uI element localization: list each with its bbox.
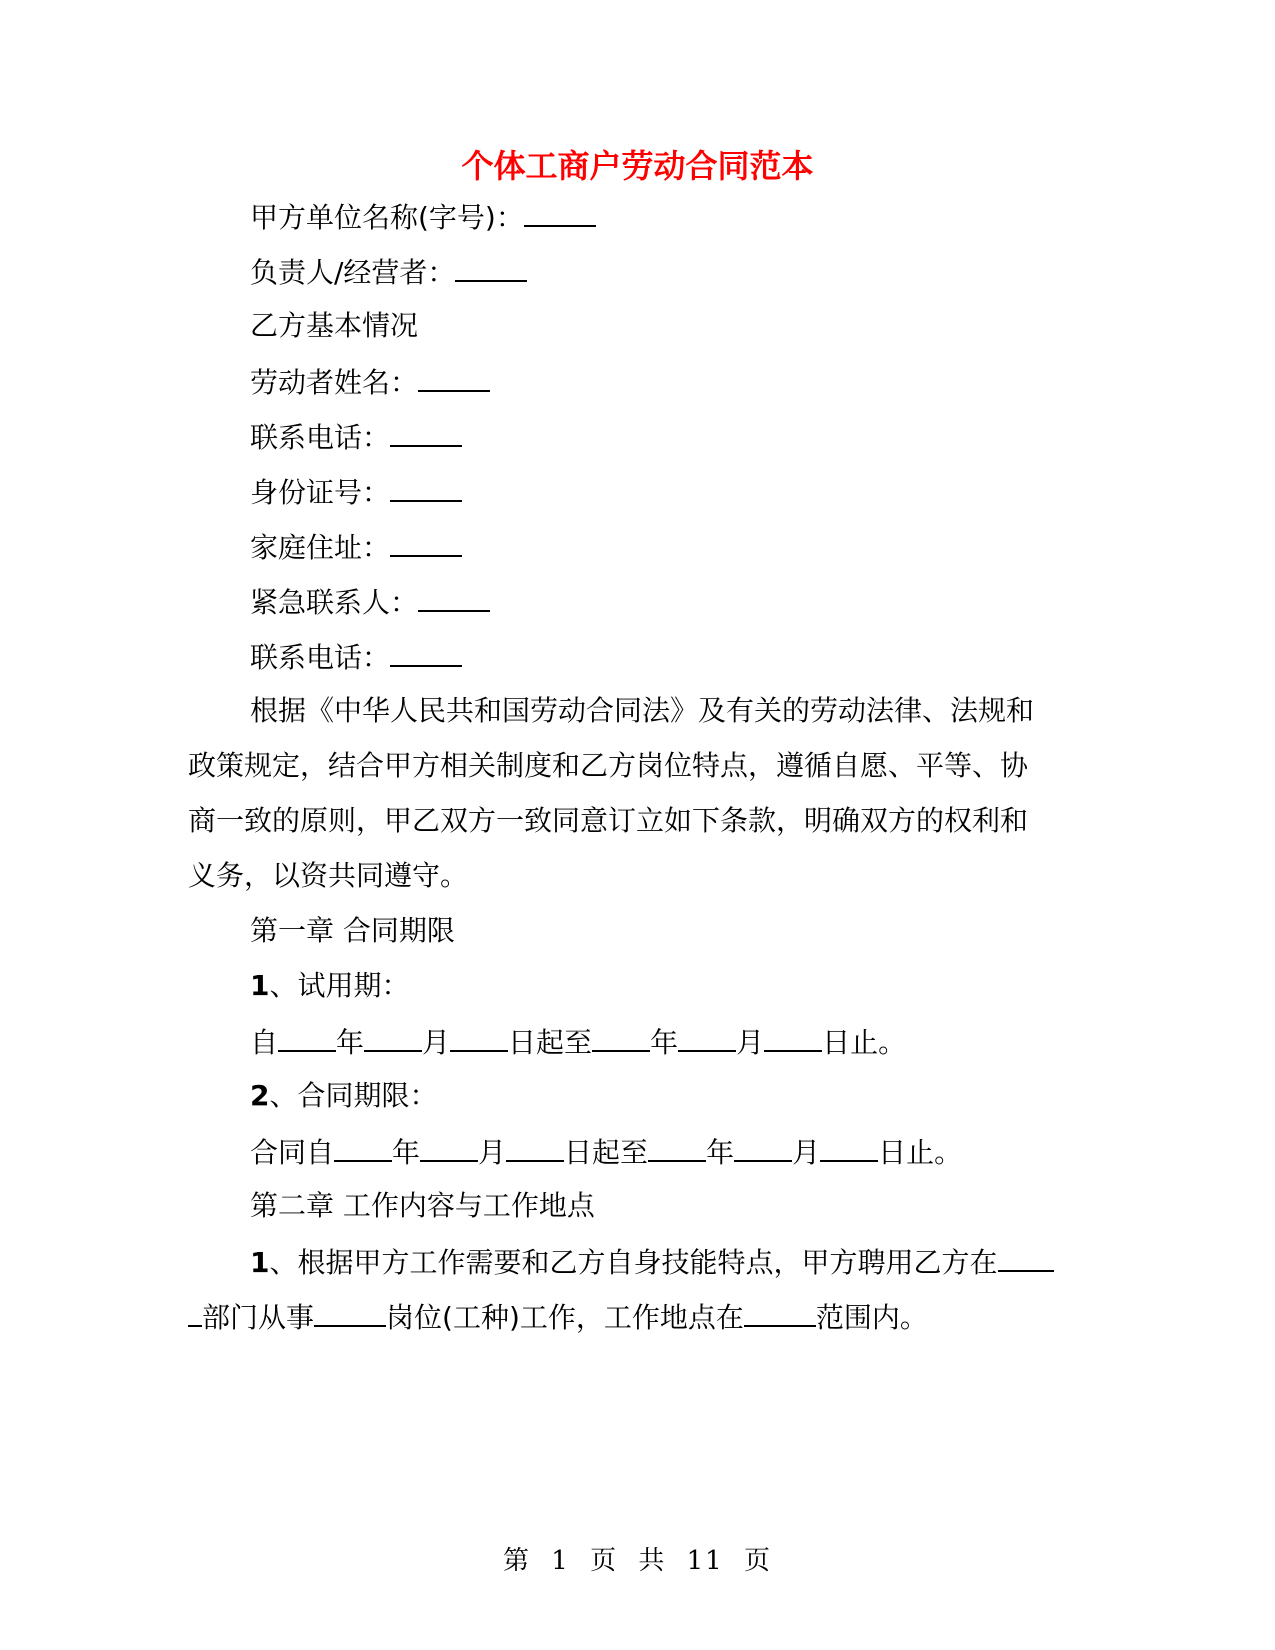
address-blank[interactable]	[390, 529, 462, 557]
id-field	[250, 474, 462, 510]
department-blank-part2[interactable]	[188, 1299, 202, 1327]
contract-term-dates	[250, 1134, 962, 1170]
job-clause-line-2	[188, 1299, 928, 1335]
preamble-line-1: 根据《中华人民共和国劳动合同法》及有关的劳动法律、法规和	[250, 694, 1035, 727]
location-blank[interactable]	[744, 1299, 816, 1327]
preamble-line-4: 义务，以资共同遵守。	[188, 859, 469, 892]
worker-name-field	[250, 364, 490, 400]
party-a-name-field	[250, 199, 596, 235]
address-field	[250, 529, 462, 565]
emergency-contact-blank[interactable]	[418, 584, 490, 612]
department-text: 部门从事	[202, 1301, 315, 1334]
emergency-phone-blank[interactable]	[390, 639, 462, 667]
trial-year2-text: 年	[650, 1026, 679, 1059]
id-blank[interactable]	[390, 474, 462, 502]
address-label: 家庭住址：	[250, 531, 391, 564]
party-a-name-blank[interactable]	[524, 199, 596, 227]
post-blank[interactable]	[314, 1299, 386, 1327]
term-from-text: 合同自	[250, 1136, 335, 1169]
item-number: 1	[250, 969, 270, 1002]
emergency-phone-label: 联系电话：	[250, 641, 391, 674]
trial-end-year-blank[interactable]	[592, 1024, 650, 1052]
term-year-text: 年	[392, 1136, 421, 1169]
emergency-phone-field	[250, 639, 462, 675]
term-month2-text: 月	[792, 1136, 821, 1169]
trial-month-text: 月	[422, 1026, 451, 1059]
manager-field	[250, 254, 527, 290]
term-start-month-blank[interactable]	[420, 1134, 478, 1162]
trial-period-heading	[250, 969, 410, 1003]
trial-period-label: 、试用期：	[269, 969, 410, 1002]
contract-term-heading	[250, 1079, 438, 1113]
job-clause-line-1	[250, 1244, 1054, 1280]
term-end-month-blank[interactable]	[734, 1134, 792, 1162]
chapter-1-heading: 第一章 合同期限	[250, 914, 455, 947]
term-start-year-blank[interactable]	[334, 1134, 392, 1162]
department-blank-part1[interactable]	[998, 1244, 1054, 1272]
worker-name-label: 劳动者姓名：	[250, 366, 419, 399]
document-title: 个体工商户劳动合同范本	[461, 147, 814, 185]
location-end-text: 范围内。	[815, 1301, 928, 1334]
term-year2-text: 年	[706, 1136, 735, 1169]
id-label: 身份证号：	[250, 476, 391, 509]
manager-blank[interactable]	[455, 254, 527, 282]
item-number: 2	[250, 1079, 270, 1112]
trial-year-text: 年	[336, 1026, 365, 1059]
phone-label: 联系电话：	[250, 421, 391, 454]
trial-day-to-text: 日起至	[508, 1026, 593, 1059]
emergency-contact-field	[250, 584, 490, 620]
trial-end-month-blank[interactable]	[678, 1024, 736, 1052]
manager-label: 负责人/经营者：	[250, 256, 456, 289]
term-month-text: 月	[478, 1136, 507, 1169]
trial-start-month-blank[interactable]	[364, 1024, 422, 1052]
emergency-contact-label: 紧急联系人：	[250, 586, 419, 619]
trial-day-end-text: 日止。	[822, 1026, 907, 1059]
term-day-to-text: 日起至	[564, 1136, 649, 1169]
item-number: 1	[250, 1246, 270, 1279]
trial-start-year-blank[interactable]	[278, 1024, 336, 1052]
trial-end-day-blank[interactable]	[764, 1024, 822, 1052]
party-a-name-label: 甲方单位名称(字号)：	[250, 201, 524, 234]
post-text: 岗位(工种)工作，工作地点在	[386, 1301, 744, 1334]
term-day-end-text: 日止。	[878, 1136, 963, 1169]
chapter-2-heading: 第二章 工作内容与工作地点	[250, 1189, 595, 1222]
term-end-year-blank[interactable]	[648, 1134, 706, 1162]
worker-name-blank[interactable]	[418, 364, 490, 392]
trial-month2-text: 月	[736, 1026, 765, 1059]
preamble-line-2: 政策规定，结合甲方相关制度和乙方岗位特点，遵循自愿、平等、协	[188, 749, 1029, 782]
contract-term-label: 、合同期限：	[269, 1079, 438, 1112]
job-clause-text: 、根据甲方工作需要和乙方自身技能特点，甲方聘用乙方在	[269, 1246, 998, 1279]
trial-from-text: 自	[250, 1026, 279, 1059]
preamble-line-3: 商一致的原则，甲乙双方一致同意订立如下条款，明确双方的权利和	[188, 804, 1029, 837]
trial-period-dates	[250, 1024, 906, 1060]
term-end-day-blank[interactable]	[820, 1134, 878, 1162]
term-start-day-blank[interactable]	[506, 1134, 564, 1162]
phone-field	[250, 419, 462, 455]
page-footer: 第 1 页 共 11 页	[503, 1546, 772, 1576]
trial-start-day-blank[interactable]	[450, 1024, 508, 1052]
party-b-section-label: 乙方基本情况	[250, 309, 419, 342]
phone-blank[interactable]	[390, 419, 462, 447]
